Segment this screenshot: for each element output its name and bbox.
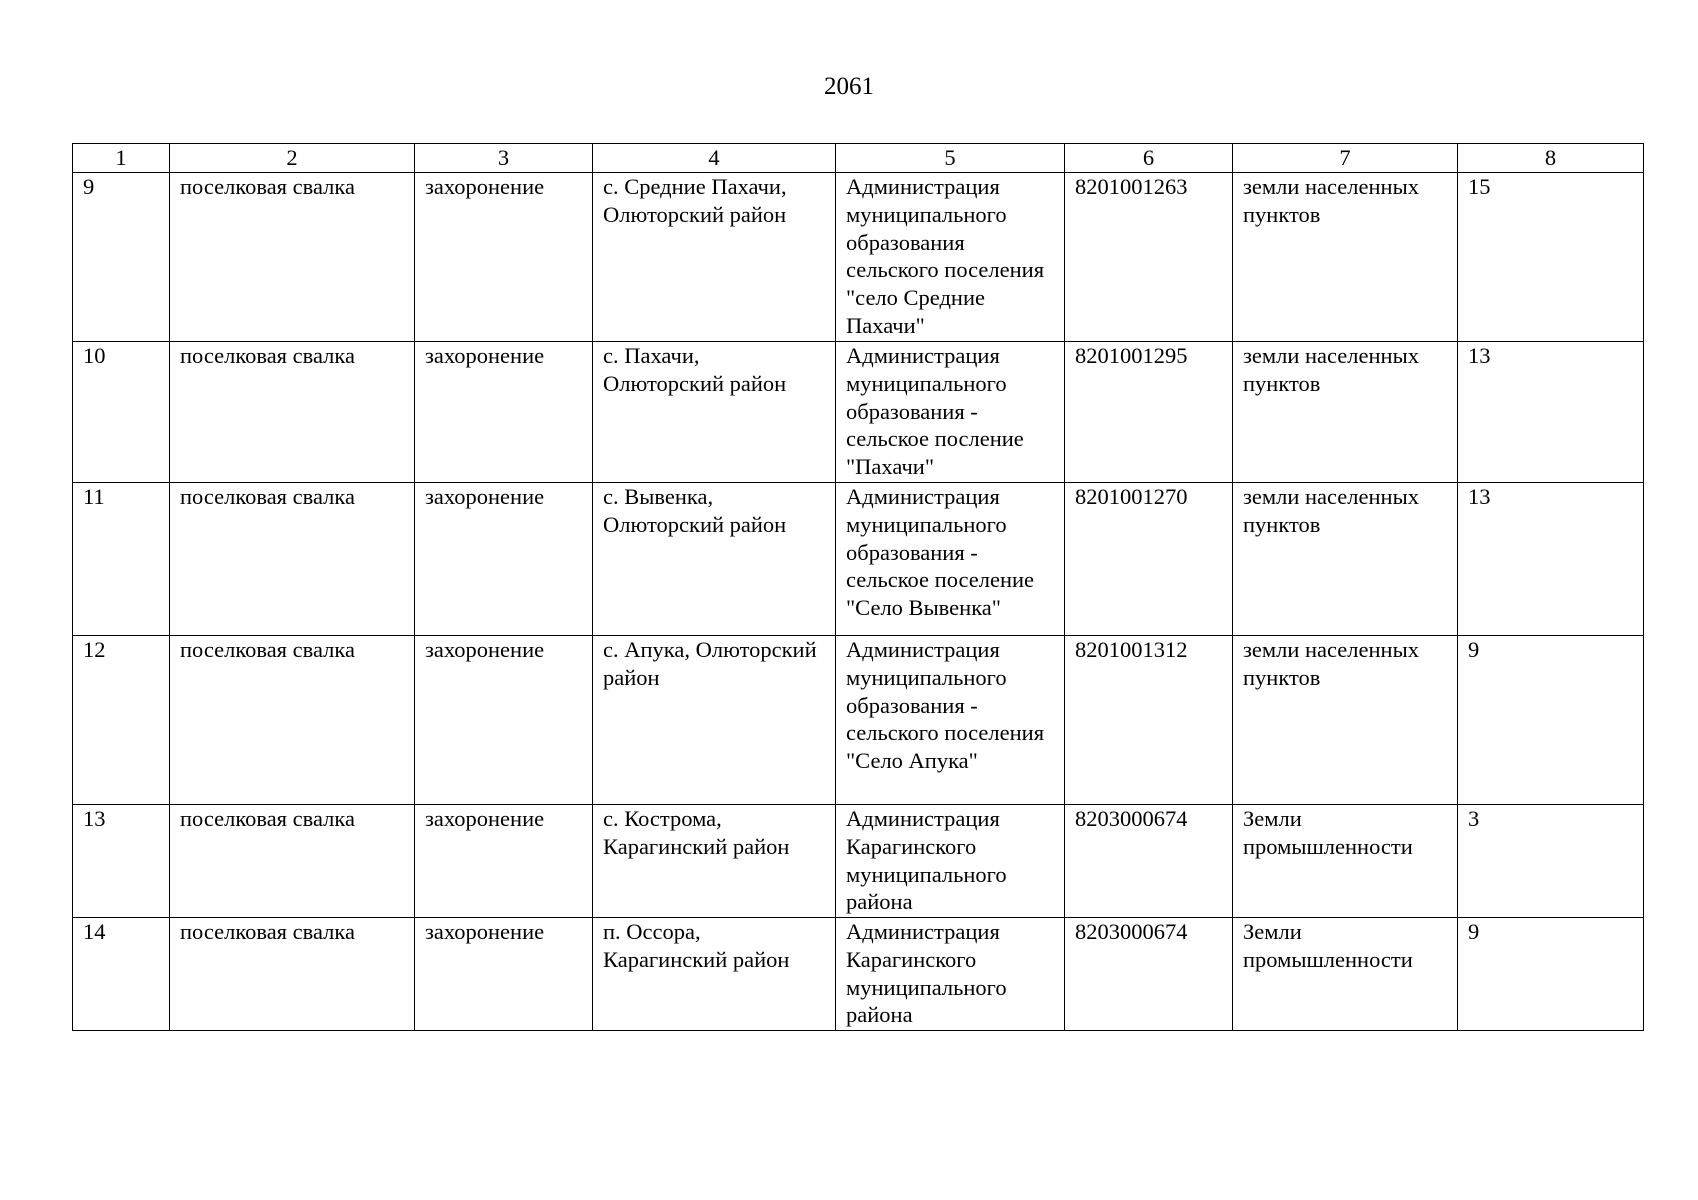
operator-cell: Администрация муниципального образования - сельское поселение "Село Вывенка" — [836, 483, 1065, 636]
column-header: 4 — [593, 144, 836, 173]
row-number-cell: 14 — [73, 918, 170, 1031]
inn-cell: 8201001312 — [1065, 636, 1233, 805]
land-category-cell: земли населенных пунктов — [1233, 483, 1458, 636]
purpose-cell: захоронение — [415, 805, 593, 918]
column-header: 3 — [415, 144, 593, 173]
column-header: 8 — [1458, 144, 1644, 173]
object-name-cell: поселковая свалка — [170, 805, 415, 918]
location-cell: с. Кострома, Карагинский район — [593, 805, 836, 918]
row-number-cell: 9 — [73, 173, 170, 342]
row-number-cell: 11 — [73, 483, 170, 636]
purpose-cell: захоронение — [415, 173, 593, 342]
inn-cell: 8203000674 — [1065, 805, 1233, 918]
column-header: 1 — [73, 144, 170, 173]
operator-cell: Администрация Карагинского муниципального района — [836, 918, 1065, 1031]
purpose-cell: захоронение — [415, 636, 593, 805]
value-cell: 3 — [1458, 805, 1644, 918]
location-cell: с. Средние Пахачи, Олюторский район — [593, 173, 836, 342]
value-cell: 13 — [1458, 342, 1644, 483]
row-number-cell: 13 — [73, 805, 170, 918]
table-row — [73, 918, 1644, 1031]
inn-cell: 8201001270 — [1065, 483, 1233, 636]
column-header: 5 — [836, 144, 1065, 173]
inn-cell: 8203000674 — [1065, 918, 1233, 1031]
land-category-cell: Земли промышленности — [1233, 805, 1458, 918]
value-cell: 9 — [1458, 918, 1644, 1031]
location-cell: с. Вывенка, Олюторский район — [593, 483, 836, 636]
object-name-cell: поселковая свалка — [170, 483, 415, 636]
table-row — [73, 636, 1644, 805]
inn-cell: 8201001295 — [1065, 342, 1233, 483]
landfill-register-table — [72, 143, 1644, 1031]
operator-cell: Администрация Карагинского муниципального района — [836, 805, 1065, 918]
operator-cell: Администрация муниципального образования - сельское посление "Пахачи" — [836, 342, 1065, 483]
purpose-cell: захоронение — [415, 918, 593, 1031]
page-number: 2061 — [824, 73, 874, 100]
object-name-cell: поселковая свалка — [170, 342, 415, 483]
object-name-cell: поселковая свалка — [170, 636, 415, 805]
land-category-cell: Земли промышленности — [1233, 918, 1458, 1031]
column-header: 7 — [1233, 144, 1458, 173]
row-number-cell: 10 — [73, 342, 170, 483]
purpose-cell: захоронение — [415, 483, 593, 636]
table-row — [73, 173, 1644, 342]
operator-cell: Администрация муниципального образования - сельского поселения "Село Апука" — [836, 636, 1065, 805]
row-number-cell: 12 — [73, 636, 170, 805]
value-cell: 15 — [1458, 173, 1644, 342]
land-category-cell: земли населенных пунктов — [1233, 173, 1458, 342]
table-row — [73, 483, 1644, 636]
column-header: 6 — [1065, 144, 1233, 173]
object-name-cell: поселковая свалка — [170, 173, 415, 342]
operator-cell: Администрация муниципального образования сельского поселения "село Средние Пахачи" — [836, 173, 1065, 342]
column-header: 2 — [170, 144, 415, 173]
land-category-cell: земли населенных пунктов — [1233, 636, 1458, 805]
value-cell: 9 — [1458, 636, 1644, 805]
land-category-cell: земли населенных пунктов — [1233, 342, 1458, 483]
table-header-row — [73, 144, 1644, 173]
object-name-cell: поселковая свалка — [170, 918, 415, 1031]
location-cell: п. Оссора, Карагинский район — [593, 918, 836, 1031]
inn-cell: 8201001263 — [1065, 173, 1233, 342]
location-cell: с. Пахачи, Олюторский район — [593, 342, 836, 483]
location-cell: с. Апука, Олюторский район — [593, 636, 836, 805]
table-row — [73, 805, 1644, 918]
purpose-cell: захоронение — [415, 342, 593, 483]
table-row — [73, 342, 1644, 483]
value-cell: 13 — [1458, 483, 1644, 636]
